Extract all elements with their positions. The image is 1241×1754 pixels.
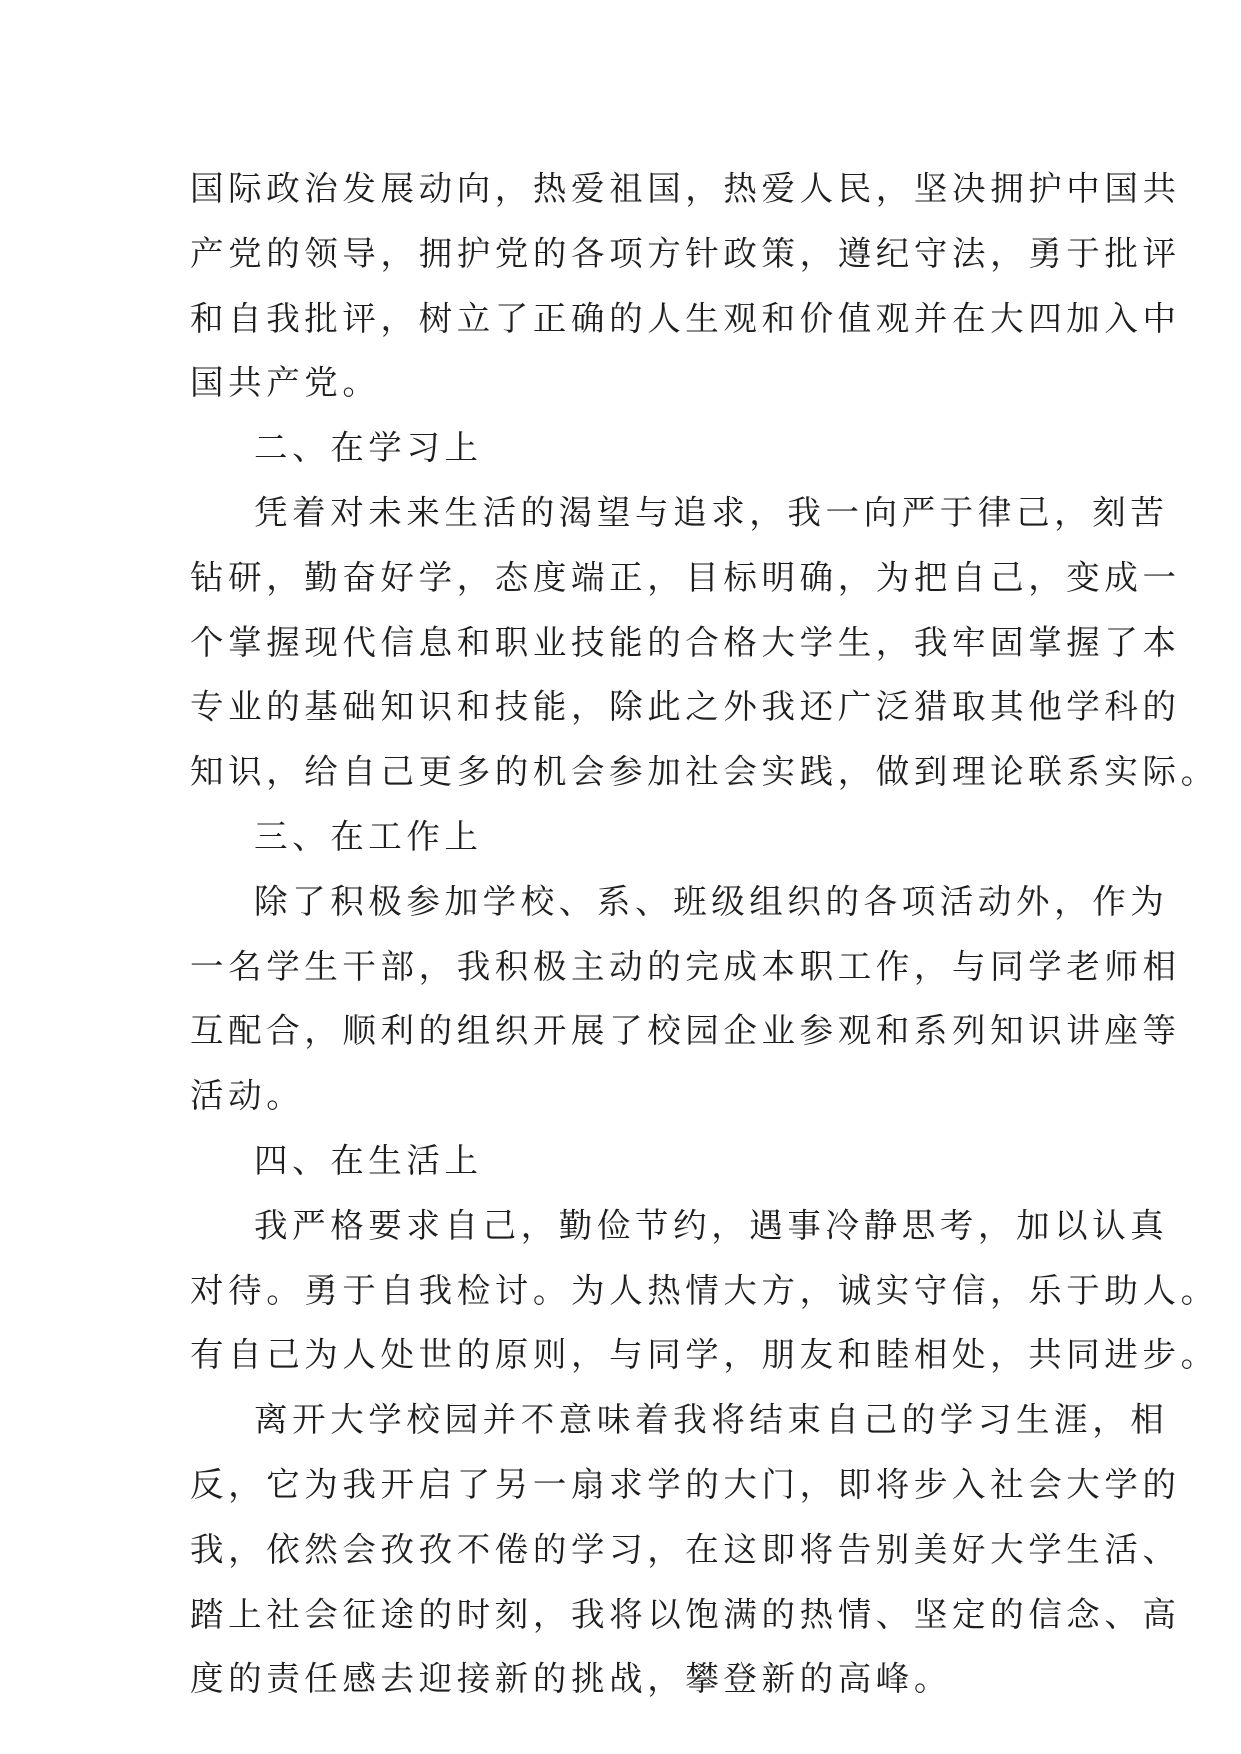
section-heading: 三、在工作上: [254, 816, 483, 856]
paragraph-line: 个掌握现代信息和职业技能的合格大学生，我牢固掌握了本: [190, 622, 1181, 662]
paragraph-line: 互配合，顺利的组织开展了校园企业参观和系列知识讲座等: [190, 1011, 1181, 1051]
paragraph-line: 我严格要求自己，勤俭节约，遇事冷静思考，加以认真: [254, 1205, 1169, 1245]
paragraph-line: 钻研，勤奋好学，态度端正，目标明确，为把自己，变成一: [190, 557, 1181, 597]
paragraph-line: 踏上社会征途的时刻，我将以饱满的热情、坚定的信念、高: [190, 1594, 1181, 1634]
paragraph-line: 产党的领导，拥护党的各项方针政策，遵纪守法，勇于批评: [190, 233, 1181, 273]
paragraph-line: 一名学生干部，我积极主动的完成本职工作，与同学老师相: [190, 946, 1181, 986]
paragraph-line: 除了积极参加学校、系、班级组织的各项活动外，作为: [254, 881, 1169, 921]
paragraph-line: 度的责任感去迎接新的挑战，攀登新的高峰。: [190, 1659, 952, 1699]
paragraph-line: 离开大学校园并不意味着我将结束自己的学习生涯，相: [254, 1400, 1169, 1440]
paragraph-line: 反，它为我开启了另一扇求学的大门，即将步入社会大学的: [190, 1464, 1181, 1504]
paragraph-line: 活动。: [190, 1076, 305, 1116]
section-heading: 四、在生活上: [254, 1140, 483, 1180]
paragraph-line: 有自己为人处世的原则，与同学，朋友和睦相处，共同进步。: [190, 1335, 1219, 1375]
paragraph-line: 我，依然会孜孜不倦的学习，在这即将告别美好大学生活、: [190, 1529, 1181, 1569]
paragraph-line: 知识，给自己更多的机会参加社会实践，做到理论联系实际。: [190, 752, 1219, 792]
paragraph-line: 对待。勇于自我检讨。为人热情大方，诚实守信，乐于助人。: [190, 1270, 1219, 1310]
paragraph-line: 专业的基础知识和技能，除此之外我还广泛猎取其他学科的: [190, 687, 1181, 727]
paragraph-line: 凭着对未来生活的渴望与追求，我一向严于律己，刻苦: [254, 492, 1169, 532]
paragraph-line: 国际政治发展动向，热爱祖国，热爱人民，坚决拥护中国共: [190, 169, 1181, 208]
section-heading: 二、在学习上: [254, 428, 483, 468]
document-body: [190, 157, 1219, 1712]
paragraph-line: 国共产党。: [190, 363, 381, 403]
paragraph-line: 和自我批评，树立了正确的人生观和价值观并在大四加入中: [190, 298, 1181, 338]
